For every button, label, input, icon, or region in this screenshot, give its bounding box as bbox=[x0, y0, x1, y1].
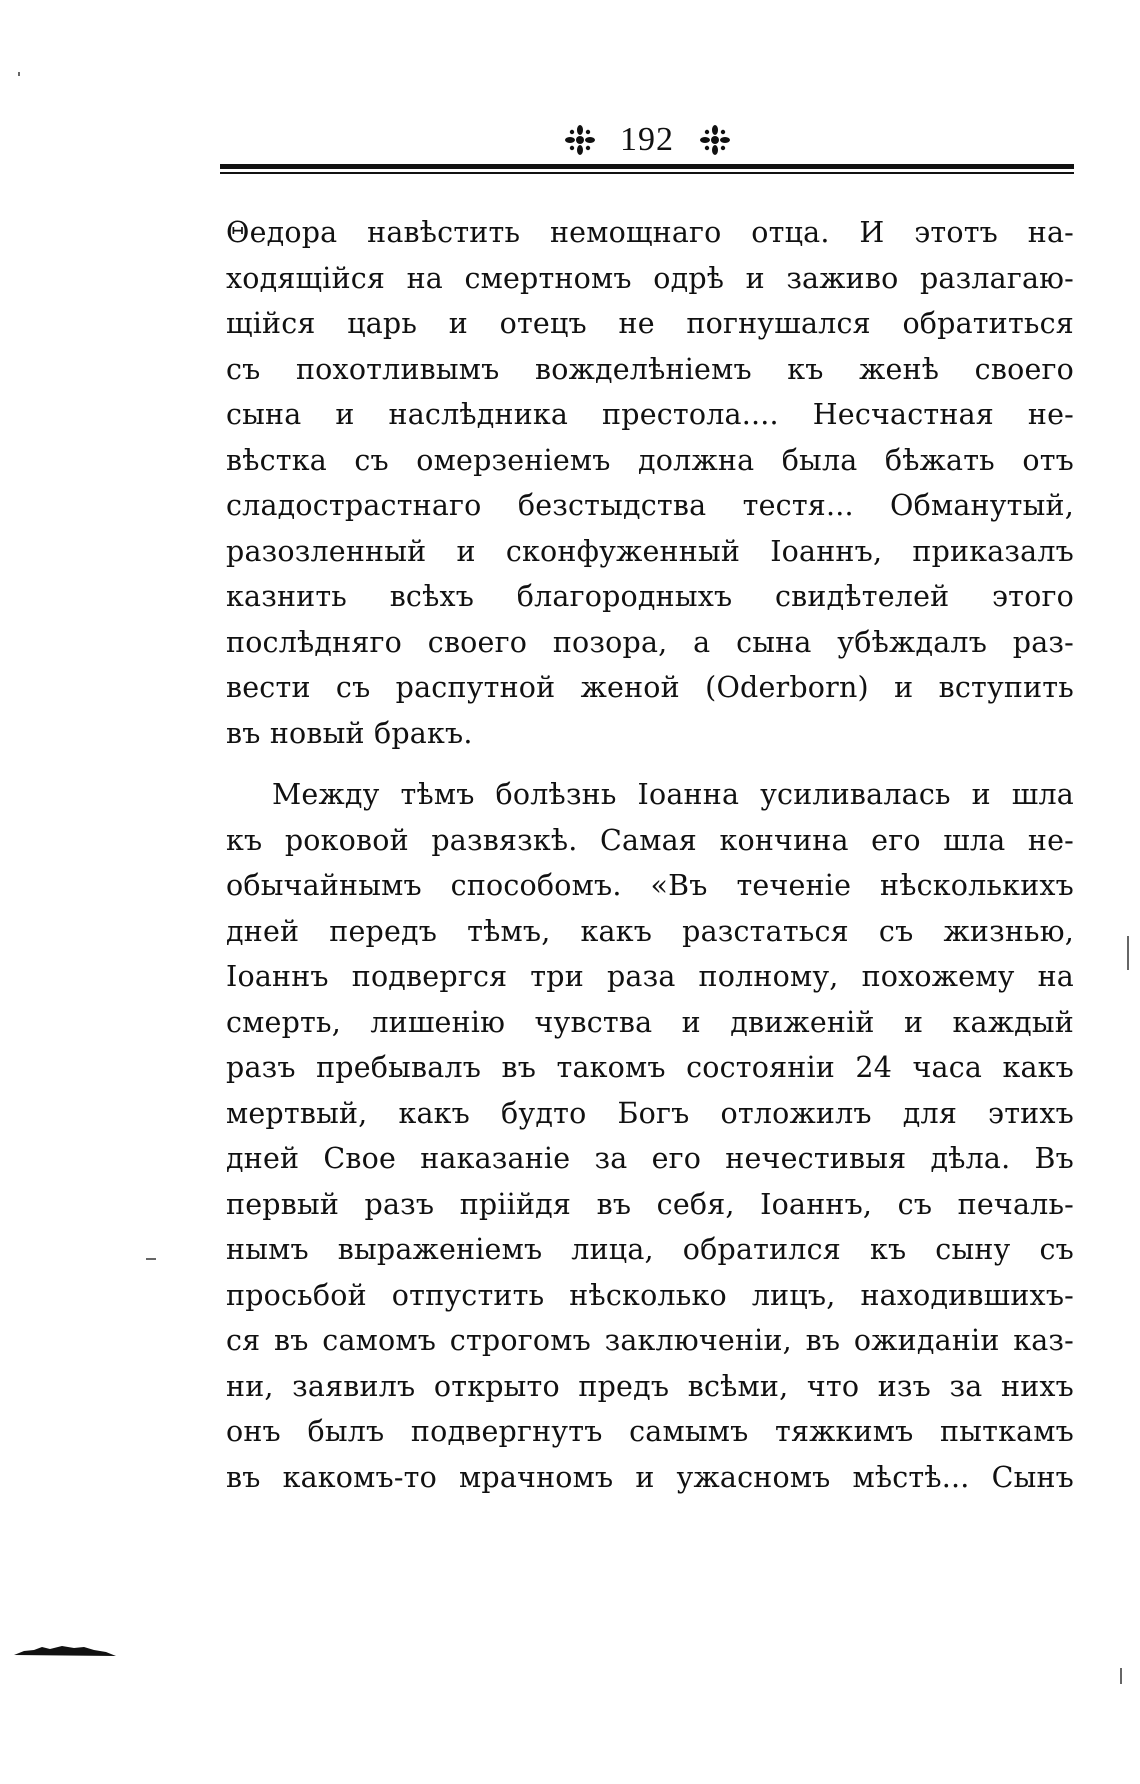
scan-speck bbox=[18, 72, 20, 76]
paragraph-gap bbox=[226, 756, 1074, 772]
text-line: дней Свое наказаніе за его нечестивыя дѣла. Въ bbox=[226, 1142, 1074, 1175]
text-line: Θедора навѣстить немощнаго отца. И этотъ на- bbox=[226, 216, 1074, 249]
text-line: онъ былъ подвергнутъ самымъ тяжкимъ пыткамъ bbox=[226, 1415, 1074, 1448]
text-line: ходящійся на смертномъ одрѣ и заживо разлагаю- bbox=[226, 261, 1074, 295]
text-line: обычайнымъ способомъ. «Въ теченіе нѣсколькихъ bbox=[226, 869, 1074, 902]
text-line: Между тѣмъ болѣзнь Іоанна усиливалась и шла bbox=[272, 778, 1074, 811]
text-line: щійся царь и отецъ не погнушался обратиться bbox=[226, 307, 1074, 340]
text-line: просьбой отпустить нѣсколько лицъ, находившихъ- bbox=[226, 1278, 1074, 1312]
text-line: вести съ распутной женой (Oderborn) и вступить bbox=[226, 671, 1074, 704]
scan-speck bbox=[1127, 936, 1129, 970]
text-line: Іоаннъ подвергся три раза полному, похожему на bbox=[226, 960, 1074, 993]
ink-smudge bbox=[14, 1644, 116, 1656]
floral-ornament-right-icon bbox=[698, 123, 732, 157]
body-text bbox=[226, 210, 1074, 1500]
text-line: сладострастнаго безстыдства тестя... Обманутый, bbox=[226, 489, 1074, 522]
text-line: разъ пребывалъ въ такомъ состояніи 24 часа какъ bbox=[226, 1051, 1074, 1084]
text-line: разозленный и сконфуженный Іоаннъ, приказалъ bbox=[226, 534, 1074, 568]
text-line: съ похотливымъ вожделѣніемъ къ женѣ своего bbox=[226, 352, 1074, 386]
text-line: въ новый бракъ. bbox=[226, 716, 473, 750]
text-line: первый разъ пріійдя въ себя, Іоаннъ, съ печаль- bbox=[226, 1187, 1074, 1221]
text-line: мертвый, какъ будто Богъ отложилъ для этихъ bbox=[226, 1096, 1074, 1130]
text-line: казнить всѣхъ благородныхъ свидѣтелей этого bbox=[226, 580, 1074, 613]
text-line: нымъ выраженіемъ лица, обратился къ сыну съ bbox=[226, 1233, 1074, 1266]
text-line: дней передъ тѣмъ, какъ разстаться съ жизнью, bbox=[226, 914, 1074, 948]
text-line: послѣдняго своего позора, а сына убѣждалъ раз- bbox=[226, 625, 1074, 659]
text-line: ни, заявилъ открыто предъ всѣми, что изъ за нихъ bbox=[226, 1369, 1074, 1403]
paragraph-2 bbox=[226, 772, 1074, 1500]
text-line: ся въ самомъ строгомъ заключеніи, въ ожиданіи каз- bbox=[226, 1324, 1074, 1357]
header-rule bbox=[220, 164, 1074, 174]
page-number: 192 bbox=[620, 121, 674, 159]
paragraph-1 bbox=[226, 210, 1074, 756]
page-folio bbox=[220, 118, 1074, 160]
text-line: смерть, лишенію чувства и движеній и каждый bbox=[226, 1005, 1074, 1039]
floral-ornament-left-icon bbox=[563, 123, 597, 157]
text-line: къ роковой развязкѣ. Самая кончина его шла не- bbox=[226, 823, 1074, 857]
page-header bbox=[220, 112, 1074, 172]
scan-speck bbox=[1120, 1668, 1122, 1684]
scan-speck bbox=[146, 1258, 156, 1260]
text-line: вѣстка съ омерзеніемъ должна была бѣжать отъ bbox=[226, 443, 1074, 477]
text-line: сына и наслѣдника престола.... Несчастная не- bbox=[226, 398, 1074, 431]
text-line: въ какомъ-то мрачномъ и ужасномъ мѣстѣ... Сынъ bbox=[226, 1460, 1074, 1494]
